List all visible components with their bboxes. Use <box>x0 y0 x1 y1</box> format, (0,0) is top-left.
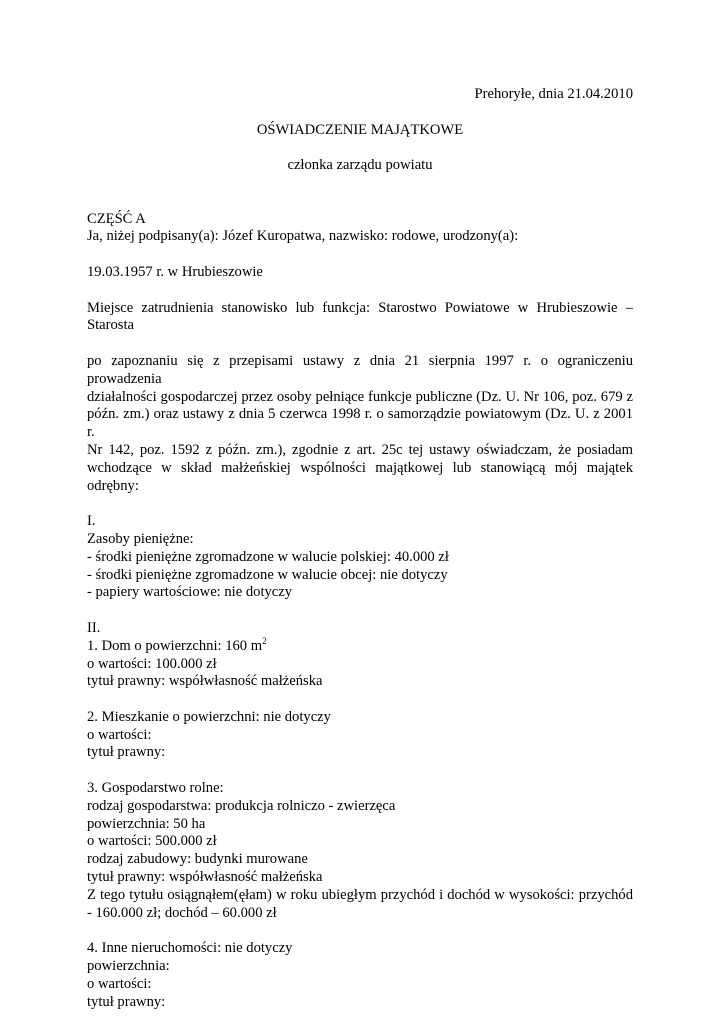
house-area <box>87 635 633 656</box>
farm-title: tytuł prawny: współwłasność małżeńska <box>87 869 323 886</box>
other-property-heading: 4. Inne nieruchomości: nie dotyczy <box>87 940 293 957</box>
farm-type: rodzaj gospodarstwa: produkcja rolniczo - zwierzęca <box>87 797 396 814</box>
statement-line: wchodzące w skład małżeńskiej wspólności majątkowej lub stanowiącą mój majątek odrębny: <box>87 459 633 494</box>
farm-area: powierzchnia: 50 ha <box>87 815 206 832</box>
statement-line: Nr 142, poz. 1592 z późn. zm.), zgodnie z art. 25c tej ustawy oświadczam, że posiadam <box>87 441 633 458</box>
list-item: - papiery wartościowe: nie dotyczy <box>87 584 293 601</box>
part-a-heading: CZĘŚĆ A <box>87 210 146 227</box>
section-1-numeral: I. <box>87 513 96 530</box>
document-title: OŚWIADCZENIE MAJĄTKOWE <box>256 121 464 138</box>
document-subtitle: członka zarządu powiatu <box>287 157 433 174</box>
farm-heading: 3. Gospodarstwo rolne: <box>87 780 224 797</box>
other-property-area: powierzchnia: <box>87 958 170 975</box>
statement-line: po zapoznaniu się z przepisami ustawy z dnia 21 sierpnia 1997 r. o ograniczeniu prowadzenia <box>87 352 633 387</box>
employment-line: Starosta <box>87 317 135 334</box>
apartment-value: o wartości: <box>87 726 152 743</box>
statement-line: działalności gospodarczej przez osoby pełniące funkcje publiczne (Dz. U. Nr 106, poz. 679 z <box>87 388 633 405</box>
other-property-title: tytuł prawny: <box>87 993 166 1010</box>
square-superscript: 2 <box>262 635 267 646</box>
farm-value: o wartości: 500.000 zł <box>87 833 217 850</box>
farm-income: - 160.000 zł; dochód – 60.000 zł <box>87 904 277 921</box>
section-2-numeral: II. <box>87 619 101 636</box>
place-date: Prehoryłe, dnia 21.04.2010 <box>474 86 633 102</box>
document-page <box>87 86 633 1011</box>
house-area-text: 1. Dom o powierzchni: 160 m <box>87 637 263 654</box>
birth-line: 19.03.1957 r. w Hrubieszowie <box>87 263 263 280</box>
house-value: o wartości: 100.000 zł <box>87 655 217 672</box>
statement-line: późn. zm.) oraz ustawy z dnia 5 czerwca 1998 r. o samorządzie powiatowym (Dz. U. z 2001 r. <box>87 406 633 441</box>
other-property-value: o wartości: <box>87 975 152 992</box>
apartment-title: tytuł prawny: <box>87 744 166 761</box>
declarant-line: Ja, niżej podpisany(a): Józef Kuropatwa, nazwisko: rodowe, urodzony(a): <box>87 228 519 245</box>
list-item: - środki pieniężne zgromadzone w walucie polskiej: 40.000 zł <box>87 548 449 565</box>
employment-line: Miejsce zatrudnienia stanowisko lub funkcja: Starostwo Powiatowe w Hrubieszowie – <box>87 299 633 316</box>
farm-income: Z tego tytułu osiągnąłem(ęłam) w roku ubiegłym przychód i dochód w wysokości: przychód <box>87 886 633 903</box>
list-item: - środki pieniężne zgromadzone w walucie obcej: nie dotyczy <box>87 566 448 583</box>
apartment-area: 2. Mieszkanie o powierzchni: nie dotyczy <box>87 708 331 725</box>
section-1-title: Zasoby pieniężne: <box>87 530 194 547</box>
house-title: tytuł prawny: współwłasność małżeńska <box>87 673 323 690</box>
farm-buildings: rodzaj zabudowy: budynki murowane <box>87 851 308 868</box>
